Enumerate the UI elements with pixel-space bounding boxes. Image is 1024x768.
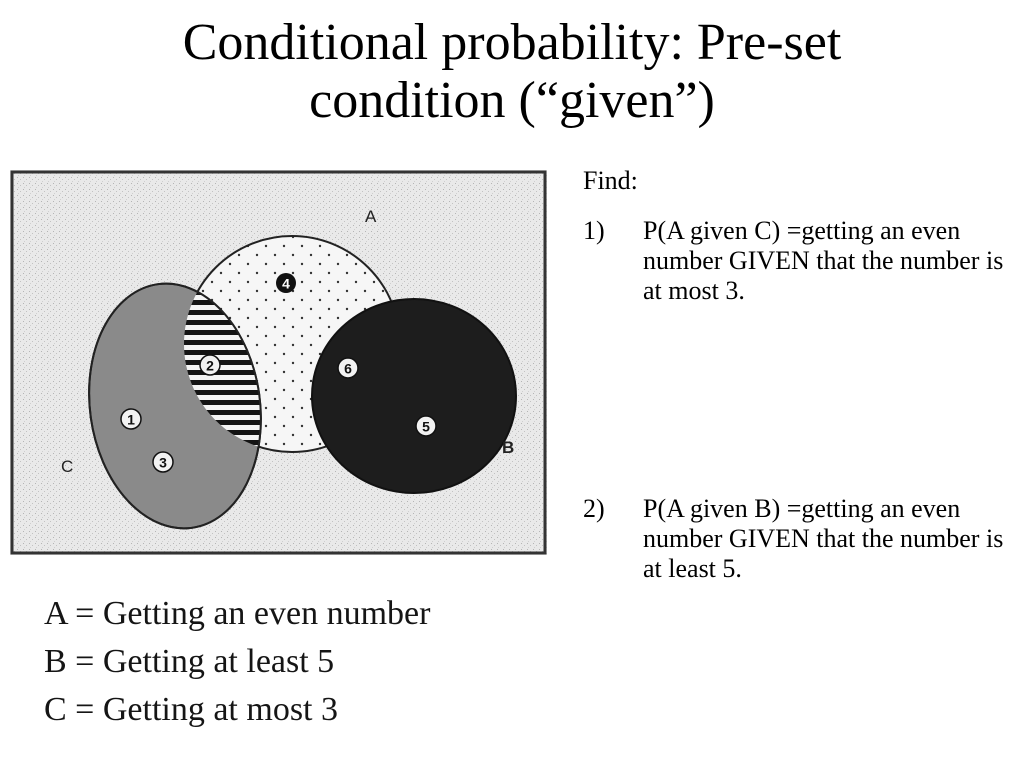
number-3: 3 — [159, 454, 167, 471]
question-1-text: P(A given C) =getting an even number GIVEN that the number is at most 3. — [643, 216, 1004, 305]
question-2-number: 2) — [583, 494, 605, 523]
number-5-marker — [416, 416, 436, 436]
set-c-label: C — [61, 457, 74, 476]
set-a-label: A — [365, 207, 377, 226]
number-4: 4 — [282, 275, 290, 292]
number-2-marker — [200, 355, 220, 375]
legend — [44, 590, 430, 734]
set-b-ellipse — [312, 299, 516, 493]
venn-diagram — [10, 170, 547, 555]
title-line-1: Conditional probability: Pre-set — [182, 14, 842, 71]
set-b-label: B — [502, 438, 515, 457]
find-label: Find: — [583, 166, 638, 195]
number-1-marker — [121, 409, 141, 429]
number-4-marker — [276, 273, 296, 293]
slide-title — [0, 14, 1024, 130]
question-2-text: P(A given B) =getting an even number GIVEN that the number is at least 5. — [643, 494, 1004, 583]
legend-item-b: B = Getting at least 5 — [44, 643, 335, 680]
number-2: 2 — [206, 357, 214, 374]
number-1: 1 — [127, 411, 135, 428]
legend-item-c: C = Getting at most 3 — [44, 691, 338, 728]
number-5: 5 — [422, 418, 430, 435]
question-1-number: 1) — [583, 216, 605, 245]
number-6: 6 — [344, 360, 352, 377]
title-line-2: condition (“given”) — [309, 72, 715, 129]
number-6-marker — [338, 358, 358, 378]
legend-item-a: A = Getting an even number — [44, 595, 431, 632]
number-3-marker — [153, 452, 173, 472]
